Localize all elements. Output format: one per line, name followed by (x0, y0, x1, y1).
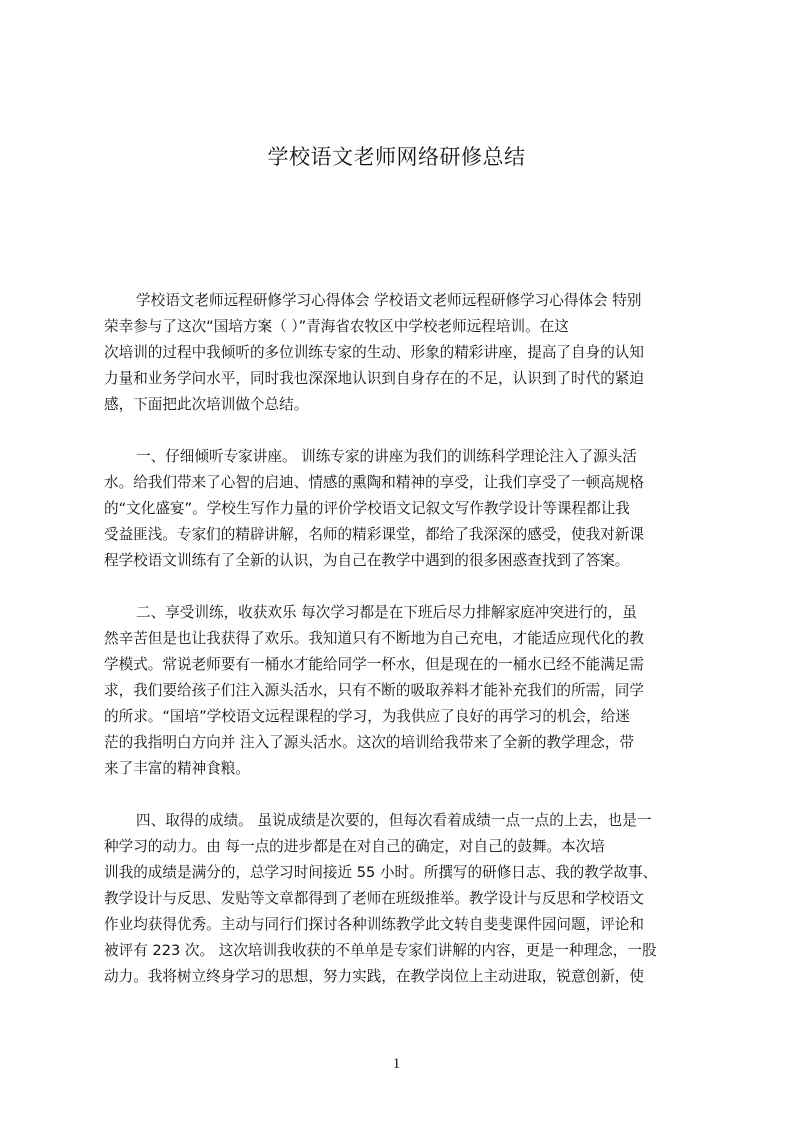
text-line: 一、仔细倾听专家讲座。 训练专家的讲座为我们的训练科学理论注入了源头活 (136, 448, 637, 465)
text-line: 被评有 223 次。 这次培训我收获的不单单是专家们讲解的内容，更是一种理念，一股 (104, 942, 657, 959)
text-line: 的所求。“国培”学校语文远程课程的学习，为我供应了良好的再学习的机会，给迷 (104, 708, 630, 725)
text-line: 来了丰富的精神食粮。 (104, 760, 250, 777)
text-line: 学模式。常说老师要有一桶水才能给同学一杯水，但是现在的一桶水已经不能满足需 (104, 656, 644, 673)
text-line: 教学设计与反思、发贴等文章都得到了老师在班级推举。教学设计与反思和学校语文 (104, 890, 644, 907)
text-line: 力量和业务学问水平，同时我也深深地认识到自身存在的不足，认识到了时代的紧迫 (104, 370, 644, 387)
text-line: 种学习的动力。由 每一点的进步都是在对自己的确定，对自己的鼓舞。本次培 (104, 838, 605, 855)
text-line: 荣幸参与了这次“国培方案（ ）”青海省农牧区中学校老师远程培训。在这 (104, 318, 569, 335)
text-line: 然辛苦但是也让我获得了欢乐。我知道只有不断地为自己充电，才能适应现代化的教 (104, 630, 644, 647)
paragraph-section-four (104, 808, 706, 990)
text-line: 求，我们要给孩子们注入源头活水，只有不断的吸取养料才能补充我们的所需，同学 (104, 682, 644, 699)
text-line: 茫的我指明白方向并 注入了源头活水。这次的培训给我带来了全新的教学理念，带 (104, 734, 635, 751)
text-line: 训我的成绩是满分的，总学习时间接近 55 小时。所撰写的研修日志、我的教学故事、 (104, 864, 658, 881)
document-title: 学校语文老师网络研修总结 (267, 145, 526, 169)
text-line: 作业均获得优秀。主动与同行们探讨各种训练教学此文转自斐斐课件园问题，评论和 (104, 916, 644, 933)
text-line: 感，下面把此次培训做个总结。 (104, 396, 309, 413)
paragraph-section-one (104, 444, 706, 574)
document-body (104, 288, 706, 1016)
paragraph-section-two (104, 600, 706, 782)
text-line: 次培训的过程中我倾听的多位训练专家的生动、形象的精彩讲座，提高了自身的认知 (104, 344, 644, 361)
text-line: 的“文化盛宴”。学校生写作力量的评价学校语文记叙文写作教学设计等课程都让我 (104, 500, 630, 517)
text-line: 学校语文老师远程研修学习心得体会 学校语文老师远程研修学习心得体会 特别 (136, 292, 642, 309)
paragraph-intro (104, 288, 706, 418)
text-line: 受益匪浅。专家们的精辟讲解，名师的精彩课堂，都给了我深深的感受，使我对新课 (104, 526, 644, 543)
text-line: 程学校语文训练有了全新的认识，为自己在教学中遇到的很多困惑查找到了答案。 (104, 552, 630, 569)
text-line: 四、取得的成绩。 虽说成绩是次要的，但每次看着成绩一点一点的上去，也是一 (136, 812, 652, 829)
text-line: 水。给我们带来了心智的启迪、情感的熏陶和精神的享受，让我们享受了一顿高规格 (104, 474, 644, 491)
text-line: 动力。我将树立终身学习的思想，努力实践，在教学岗位上主动进取，锐意创新，使 (104, 968, 644, 985)
text-line: 二、享受训练，收获欢乐 每次学习都是在下班后尽力排解家庭冲突进行的，虽 (136, 604, 637, 621)
page-number: 1 (392, 1056, 401, 1072)
